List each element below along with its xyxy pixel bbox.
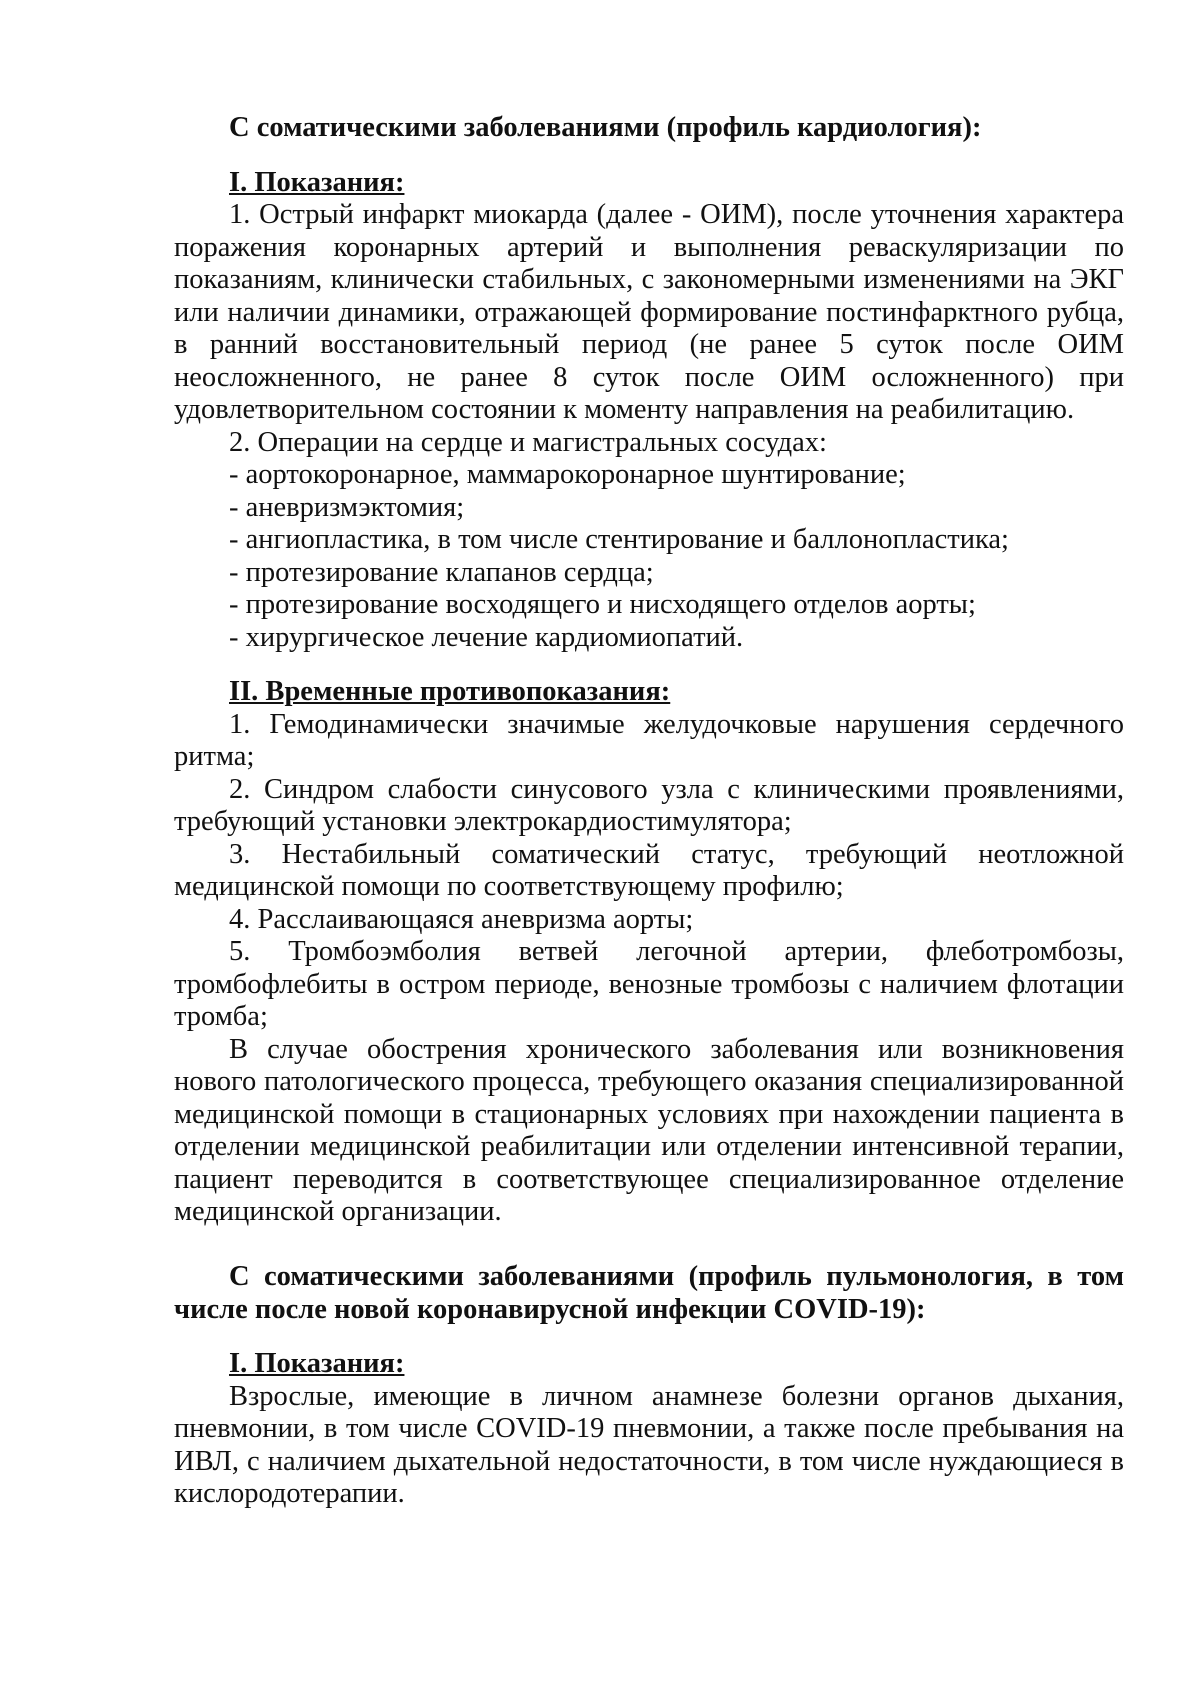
- spacer: [174, 1229, 1124, 1262]
- section1-indication-1: 1. Острый инфаркт миокарда (далее - ОИМ), после уточнения характера поражения коронарных артерий и выполнения реваскуляризации по показаниям, клинически стабильных, с закономерными изменениями на ЭКГ или наличии динамики, отражающей формирование постинфарктного рубца, в ранний восстановительный период (не ранее 5 суток после ОИМ неосложненного, не ранее 8 суток после ОИМ осложненного) при удовлетворительном состоянии к моменту направления на реабилитацию.: [174, 199, 1124, 425]
- spacer: [174, 1326, 1124, 1348]
- contraindication-note: В случае обострения хронического заболевания или возникновения нового патологического процесса, требующего оказания специализированной медицинской помощи в стационарных условиях при нахождении пациента в отделении медицинской реабилитации или отделении интенсивной терапии, пациент переводится в соответствующее специализированное отделение медицинской организации.: [174, 1033, 1124, 1227]
- section2-indications-heading: I. Показания:: [229, 1348, 405, 1379]
- contraindication-item: 3. Нестабильный соматический статус, требующий неотложной медицинской помощи по соответствующему профилю;: [174, 838, 1124, 902]
- contraindication-item: 2. Синдром слабости синусового узла с клиническими проявлениями, требующий установки электрокардиостимулятора;: [174, 773, 1124, 837]
- section2-title: С соматическими заболеваниями (профиль пульмонология, в том числе после новой коронавирусной инфекции COVID-19):: [174, 1261, 1124, 1325]
- contraindication-item: 5. Тромбоэмболия ветвей легочной артерии, флеботромбозы, тромбофлебиты в остром периоде, венозные тромбозы с наличием флотации тромба;: [174, 936, 1124, 1032]
- list-item: - протезирование клапанов сердца;: [229, 556, 654, 588]
- list-item: - хирургическое лечение кардиомиопатий.: [229, 621, 744, 653]
- list-item: - протезирование восходящего и нисходящего отделов аорты;: [229, 589, 976, 620]
- section1-indication-2: 2. Операции на сердце и магистральных сосудах:: [229, 426, 827, 458]
- list-item: - аневризмэктомия;: [229, 491, 465, 523]
- document-page: [174, 112, 1124, 1511]
- contraindication-item: 1. Гемодинамически значимые желудочковые нарушения сердечного ритма;: [174, 708, 1124, 772]
- section1-contraindications-heading: II. Временные противопоказания:: [229, 676, 671, 707]
- section2-indication-text: Взрослые, имеющие в личном анамнезе болезни органов дыхания, пневмонии, в том числе COVID-19 пневмонии, а также после пребывания на ИВЛ, с наличием дыхательной недостаточности, в том числе нуждающиеся в кислородотерапии.: [174, 1380, 1124, 1509]
- list-item: - аортокоронарное, маммарокоронарное шунтирование;: [229, 459, 906, 490]
- spacer: [174, 654, 1124, 676]
- section1-title: С соматическими заболеваниями (профиль кардиология):: [229, 112, 982, 143]
- section1-indications-heading: I. Показания:: [229, 166, 405, 198]
- list-item: - ангиопластика, в том числе стентирование и баллонопластика;: [229, 524, 1009, 555]
- contraindication-item: 4. Расслаивающаяся аневризма аорты;: [229, 903, 694, 935]
- spacer: [174, 145, 1124, 167]
